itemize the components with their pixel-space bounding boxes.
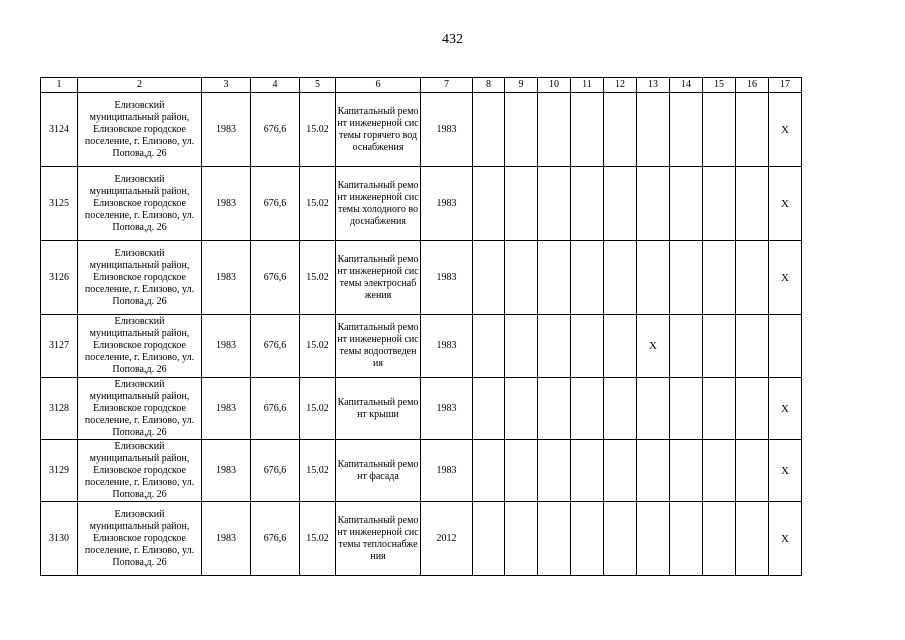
cell-empty (538, 167, 571, 241)
cell-address: Елизовский муниципальный район, Елизовское городское поселение, г. Елизово, ул. Попова,д. 26 (78, 440, 202, 502)
cell-address: Елизовский муниципальный район, Елизовское городское поселение, г. Елизово, ул. Попова,д. 26 (78, 241, 202, 315)
cell-work: Капитальный ремонт инженерной системы электроснабжения (336, 241, 421, 315)
cell-c13 (637, 378, 670, 440)
cell-work-year: 1983 (421, 440, 473, 502)
cell-empty (604, 378, 637, 440)
table-row (41, 378, 802, 440)
cell-c17: X (769, 378, 802, 440)
cell-empty (505, 241, 538, 315)
cell-empty (736, 378, 769, 440)
column-header: 5 (300, 78, 336, 93)
cell-c13 (637, 167, 670, 241)
cell-empty (604, 93, 637, 167)
cell-c17: X (769, 167, 802, 241)
cell-work-year: 1983 (421, 93, 473, 167)
cell-work-year: 1983 (421, 241, 473, 315)
cell-empty (670, 93, 703, 167)
cell-num: 3127 (41, 315, 78, 378)
cell-empty (736, 440, 769, 502)
cell-empty (571, 440, 604, 502)
cell-work-year: 1983 (421, 315, 473, 378)
cell-work: Капитальный ремонт инженерной системы холодного водоснабжения (336, 167, 421, 241)
cell-empty (604, 502, 637, 576)
cell-empty (736, 241, 769, 315)
column-header: 2 (78, 78, 202, 93)
cell-empty (505, 93, 538, 167)
cell-address: Елизовский муниципальный район, Елизовское городское поселение, г. Елизово, ул. Попова,д. 26 (78, 502, 202, 576)
cell-empty (703, 315, 736, 378)
cell-empty (604, 440, 637, 502)
cell-c13: X (637, 315, 670, 378)
cell-empty (505, 502, 538, 576)
column-header: 1 (41, 78, 78, 93)
cell-empty (703, 167, 736, 241)
cell-address: Елизовский муниципальный район, Елизовское городское поселение, г. Елизово, ул. Попова,д. 26 (78, 93, 202, 167)
cell-code: 15.02 (300, 167, 336, 241)
cell-area: 676,6 (251, 93, 300, 167)
cell-empty (571, 315, 604, 378)
cell-year: 1983 (202, 502, 251, 576)
cell-empty (505, 315, 538, 378)
cell-empty (736, 167, 769, 241)
table-row (41, 93, 802, 167)
cell-c13 (637, 93, 670, 167)
cell-empty (571, 167, 604, 241)
column-header: 6 (336, 78, 421, 93)
cell-work: Капитальный ремонт инженерной системы горячего водоснабжения (336, 93, 421, 167)
column-header: 7 (421, 78, 473, 93)
cell-empty (473, 93, 505, 167)
cell-work: Капитальный ремонт крыши (336, 378, 421, 440)
cell-work: Капитальный ремонт инженерной системы водоотведения (336, 315, 421, 378)
cell-c17: X (769, 502, 802, 576)
cell-code: 15.02 (300, 440, 336, 502)
cell-work: Капитальный ремонт инженерной системы теплоснабжения (336, 502, 421, 576)
cell-empty (538, 378, 571, 440)
cell-empty (571, 378, 604, 440)
cell-c13 (637, 502, 670, 576)
cell-empty (604, 315, 637, 378)
cell-empty (604, 167, 637, 241)
cell-empty (505, 167, 538, 241)
table-row (41, 167, 802, 241)
cell-empty (571, 241, 604, 315)
cell-empty (538, 502, 571, 576)
column-header: 9 (505, 78, 538, 93)
cell-empty (670, 440, 703, 502)
cell-empty (473, 241, 505, 315)
cell-empty (703, 502, 736, 576)
cell-c17 (769, 315, 802, 378)
column-header: 4 (251, 78, 300, 93)
cell-num: 3130 (41, 502, 78, 576)
page-number: 432 (442, 32, 463, 47)
cell-empty (736, 93, 769, 167)
cell-code: 15.02 (300, 241, 336, 315)
cell-year: 1983 (202, 93, 251, 167)
cell-empty (538, 315, 571, 378)
column-header: 16 (736, 78, 769, 93)
column-header: 12 (604, 78, 637, 93)
cell-empty (604, 241, 637, 315)
cell-num: 3124 (41, 93, 78, 167)
cell-num: 3126 (41, 241, 78, 315)
column-header: 11 (571, 78, 604, 93)
cell-address: Елизовский муниципальный район, Елизовское городское поселение, г. Елизово, ул. Попова,д. 26 (78, 315, 202, 378)
cell-address: Елизовский муниципальный район, Елизовское городское поселение, г. Елизово, ул. Попова,д. 26 (78, 378, 202, 440)
cell-empty (538, 440, 571, 502)
cell-empty (736, 502, 769, 576)
column-header: 17 (769, 78, 802, 93)
cell-work-year: 2012 (421, 502, 473, 576)
cell-area: 676,6 (251, 241, 300, 315)
column-header: 14 (670, 78, 703, 93)
cell-num: 3128 (41, 378, 78, 440)
cell-empty (571, 93, 604, 167)
cell-year: 1983 (202, 167, 251, 241)
cell-empty (571, 502, 604, 576)
cell-code: 15.02 (300, 378, 336, 440)
cell-area: 676,6 (251, 167, 300, 241)
cell-empty (473, 378, 505, 440)
cell-empty (538, 93, 571, 167)
cell-address: Елизовский муниципальный район, Елизовское городское поселение, г. Елизово, ул. Попова,д. 26 (78, 167, 202, 241)
cell-empty (473, 315, 505, 378)
cell-work-year: 1983 (421, 378, 473, 440)
cell-empty (736, 315, 769, 378)
cell-empty (670, 241, 703, 315)
cell-c17: X (769, 241, 802, 315)
cell-area: 676,6 (251, 378, 300, 440)
column-header: 10 (538, 78, 571, 93)
table-row (41, 315, 802, 378)
register-table (40, 77, 802, 576)
table-row (41, 502, 802, 576)
cell-code: 15.02 (300, 502, 336, 576)
cell-work: Капитальный ремонт фасада (336, 440, 421, 502)
cell-empty (703, 93, 736, 167)
table-row (41, 241, 802, 315)
cell-area: 676,6 (251, 440, 300, 502)
cell-num: 3129 (41, 440, 78, 502)
cell-c13 (637, 241, 670, 315)
cell-year: 1983 (202, 241, 251, 315)
cell-empty (703, 378, 736, 440)
cell-code: 15.02 (300, 93, 336, 167)
column-numbers-row (41, 78, 802, 93)
column-header: 15 (703, 78, 736, 93)
cell-empty (703, 241, 736, 315)
cell-year: 1983 (202, 440, 251, 502)
table-body (41, 78, 802, 576)
cell-work-year: 1983 (421, 167, 473, 241)
cell-empty (670, 502, 703, 576)
cell-empty (473, 502, 505, 576)
cell-empty (473, 167, 505, 241)
cell-empty (538, 241, 571, 315)
cell-empty (670, 167, 703, 241)
cell-c17: X (769, 93, 802, 167)
cell-empty (505, 440, 538, 502)
cell-area: 676,6 (251, 315, 300, 378)
cell-code: 15.02 (300, 315, 336, 378)
cell-empty (505, 378, 538, 440)
cell-year: 1983 (202, 378, 251, 440)
column-header: 3 (202, 78, 251, 93)
cell-empty (473, 440, 505, 502)
column-header: 13 (637, 78, 670, 93)
cell-empty (670, 315, 703, 378)
table-row (41, 440, 802, 502)
cell-empty (703, 440, 736, 502)
column-header: 8 (473, 78, 505, 93)
cell-c17: X (769, 440, 802, 502)
cell-year: 1983 (202, 315, 251, 378)
cell-c13 (637, 440, 670, 502)
cell-num: 3125 (41, 167, 78, 241)
cell-empty (670, 378, 703, 440)
cell-area: 676,6 (251, 502, 300, 576)
